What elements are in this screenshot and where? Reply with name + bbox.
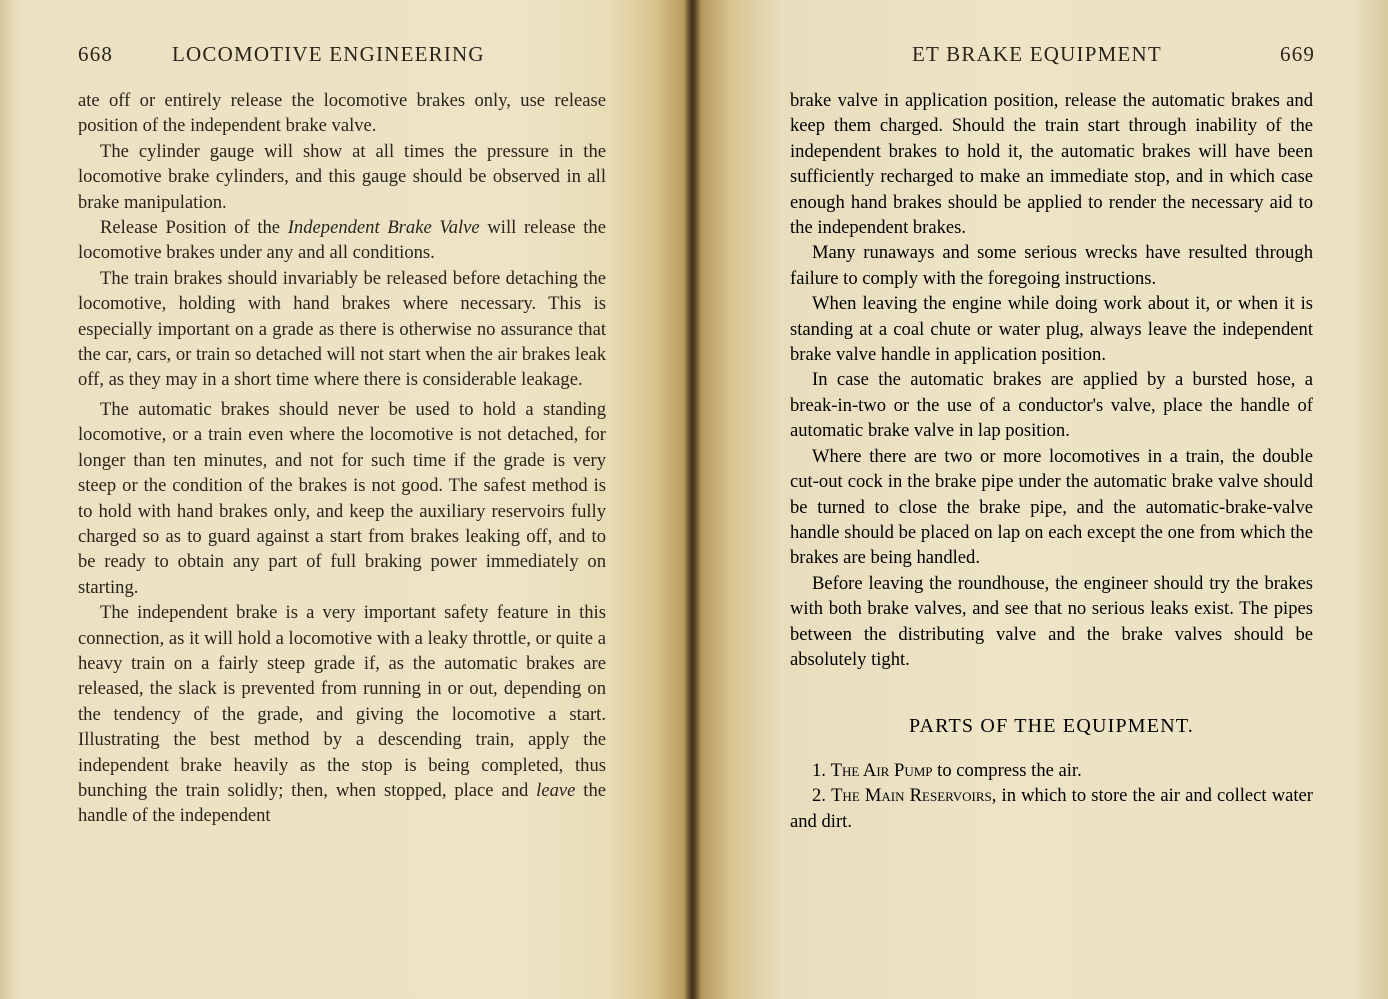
paragraph: The train brakes should invariably be released before detaching the locomotive, holding with hand brakes where necessary. This is especially important on a grade as there is otherwise no assurance that the car, cars, or train so detached will not start when the air brakes leak off, as they may in a short time where there is considerable leakage.: [78, 267, 606, 391]
left-page-number: 668: [78, 42, 114, 66]
book-gutter: [684, 0, 700, 999]
list-item: 2. The Main Reservoirs, in which to store the air and collect water and dirt.: [790, 785, 1313, 832]
paragraph: Release Position of the Independent Brake Valve will release the locomotive brakes under any and all conditions.: [78, 217, 606, 264]
right-running-head: ET BRAKE EQUIPMENT: [912, 42, 1162, 66]
paragraph: Many runaways and some serious wrecks have resulted through failure to comply with the foregoing instructions.: [790, 242, 1313, 289]
paragraph: brake valve in application position, release the automatic brakes and keep them charged. Should the train start through inability of the independent brakes to hold it, the automatic brakes will have been sufficiently recharged to make an immediate stop, and in which case enough hand brakes should be applied to render the necessary aid to the independent brakes.: [790, 90, 1313, 239]
paragraph: ate off or entirely release the locomotive brakes only, use release position of the independent brake valve.: [78, 90, 606, 137]
list-item: 1. The Air Pump to compress the air.: [812, 759, 1082, 781]
paragraph: When leaving the engine while doing work about it, or when it is standing at a coal chute or water plug, always leave the independent brake valve handle in application position.: [790, 293, 1313, 366]
paragraph: In case the automatic brakes are applied by a bursted hose, a break-in-two or the use of a conductor's valve, place the handle of automatic brake valve in lap position.: [790, 369, 1313, 442]
left-body-text: [78, 88, 606, 829]
section-heading: PARTS OF THE EQUIPMENT.: [909, 715, 1194, 738]
right-page-number: 669: [1280, 42, 1316, 66]
paragraph: The independent brake is a very important safety feature in this connection, as it will hold a locomotive with a leaky throttle, or quite a heavy train on a fairly steep grade if, as the automatic brakes are released, the slack is prevented from running in or out, depending on the tendency of the grade, and giving the locomotive a start. Illustrating the best method by a descending train, apply the independent brake heavily as the stop is being completed, thus bunching the train solidly; then, when stopped, place and leave the handle of the independent: [78, 602, 606, 827]
right-body-text: [790, 88, 1313, 834]
left-page: [0, 0, 692, 999]
paragraph: The cylinder gauge will show at all times the pressure in the locomotive brake cylinders, and this gauge should be observed in all brake manipulation.: [78, 140, 606, 213]
left-running-head: LOCOMOTIVE ENGINEERING: [172, 42, 485, 66]
paragraph: The automatic brakes should never be used to hold a standing locomotive, or a train even where the locomotive is not detached, for longer than ten minutes, and not for such time if the grade is very steep or the condition of the brakes is not good. The safest method is to hold with hand brakes only, and keep the auxiliary reservoirs fully charged so as to guard against a start from brakes leaking off, and to be ready to obtain any part of full braking power immediately on starting.: [78, 398, 606, 598]
paragraph: Before leaving the roundhouse, the engineer should try the brakes with both brake valves, and see that no serious leaks exist. The pipes between the distributing valve and the brake valves should be absolutely tight.: [790, 572, 1313, 670]
paragraph: Where there are two or more locomotives in a train, the double cut-out cock in the brake pipe under the automatic brake valve should be turned to close the brake pipe, and the automatic-brake-valve handle should be placed on lap on each except the one from which the brakes are being handled.: [790, 445, 1313, 569]
